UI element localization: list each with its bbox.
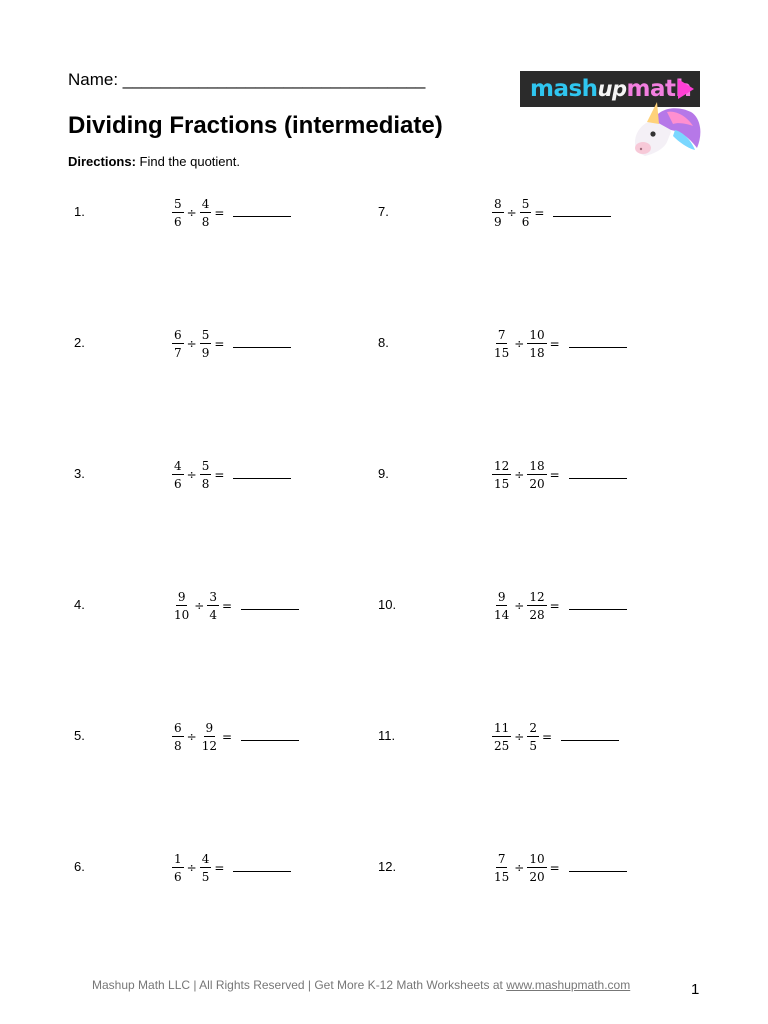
divide-sign: ÷	[186, 337, 197, 351]
numerator: 6	[174, 721, 182, 735]
divisor-fraction	[527, 853, 546, 883]
answer-blank[interactable]	[233, 871, 291, 872]
divide-sign: ÷	[194, 599, 205, 613]
fraction-expression	[172, 722, 299, 752]
numerator: 9	[497, 590, 506, 604]
denominator: 15	[494, 346, 510, 360]
numerator: 5	[201, 459, 210, 473]
numerator: 5	[521, 197, 530, 211]
numerator: 1	[174, 852, 182, 866]
dividend-fraction	[172, 722, 184, 752]
dividend-fraction	[492, 198, 504, 228]
problem-number: 2.	[74, 335, 85, 350]
divisor-fraction	[200, 329, 212, 359]
footer-link[interactable]: www.mashupmath.com	[506, 978, 631, 992]
denominator: 9	[494, 215, 502, 229]
divisor-fraction	[527, 591, 546, 621]
numerator: 11	[494, 721, 510, 735]
denominator: 10	[174, 608, 190, 622]
directions-text: Find the quotient.	[139, 154, 240, 169]
numerator: 2	[529, 721, 537, 735]
numerator: 9	[177, 590, 186, 604]
fraction-expression	[492, 198, 611, 228]
problem-item	[74, 329, 374, 369]
fraction-expression	[172, 460, 291, 490]
answer-blank[interactable]	[233, 347, 291, 348]
problem-number: 7.	[378, 204, 389, 219]
divide-sign: ÷	[186, 206, 197, 220]
footer	[92, 978, 630, 992]
problem-number: 4.	[74, 597, 85, 612]
equals-sign: =	[214, 337, 225, 351]
fraction-expression	[492, 853, 627, 883]
problem-item	[74, 460, 374, 500]
denominator: 6	[521, 215, 530, 229]
numerator: 4	[201, 197, 210, 211]
answer-blank[interactable]	[569, 478, 627, 479]
denominator: 5	[529, 739, 537, 753]
equals-sign: =	[534, 206, 545, 220]
problem-number: 3.	[74, 466, 85, 481]
equals-sign: =	[549, 599, 560, 613]
divide-sign: ÷	[514, 599, 525, 613]
answer-blank[interactable]	[569, 609, 627, 610]
fraction-expression	[172, 591, 299, 621]
answer-blank[interactable]	[233, 478, 291, 479]
fraction-expression	[492, 591, 627, 621]
divisor-fraction	[527, 722, 539, 752]
equals-sign: =	[221, 730, 233, 744]
problem-item	[74, 591, 374, 631]
equals-sign: =	[221, 599, 233, 613]
dividend-fraction	[492, 460, 511, 490]
dividend-fraction	[172, 198, 184, 228]
divide-sign: ÷	[514, 337, 525, 351]
problem-number: 8.	[378, 335, 389, 350]
logo-text-mash: mash	[530, 76, 598, 102]
fraction-expression	[172, 198, 291, 228]
problem-number: 11.	[378, 728, 396, 743]
fraction-expression	[172, 853, 291, 883]
denominator: 8	[174, 739, 182, 753]
numerator: 12	[529, 590, 545, 604]
divisor-fraction	[200, 853, 212, 883]
divide-sign: ÷	[514, 468, 525, 482]
divide-sign: ÷	[514, 730, 525, 744]
problem-item	[378, 853, 678, 893]
divide-sign: ÷	[514, 861, 525, 875]
equals-sign: =	[549, 337, 560, 351]
divisor-fraction	[200, 198, 212, 228]
dividend-fraction	[172, 591, 191, 621]
divide-sign: ÷	[186, 730, 197, 744]
divisor-fraction	[200, 722, 219, 752]
problem-number: 6.	[74, 859, 85, 874]
equals-sign: =	[214, 206, 225, 220]
divisor-fraction	[527, 329, 546, 359]
problem-number: 5.	[74, 728, 85, 743]
page-number: 1	[691, 981, 700, 998]
answer-blank[interactable]	[569, 347, 627, 348]
answer-blank[interactable]	[241, 609, 299, 610]
numerator: 8	[494, 197, 502, 211]
numerator: 5	[201, 328, 210, 342]
play-triangle-icon	[678, 79, 694, 99]
dividend-fraction	[492, 853, 511, 883]
numerator: 10	[529, 328, 545, 342]
denominator: 8	[201, 477, 210, 491]
logo-text-math: math	[626, 76, 692, 102]
numerator: 3	[209, 590, 217, 604]
dividend-fraction	[492, 329, 511, 359]
dividend-fraction	[172, 853, 184, 883]
dividend-fraction	[492, 591, 511, 621]
footer-text: Mashup Math LLC | All Rights Reserved | Get More K-12 Math Worksheets at	[92, 978, 507, 992]
divisor-fraction	[200, 460, 212, 490]
directions	[68, 154, 240, 169]
denominator: 4	[209, 608, 217, 622]
answer-blank[interactable]	[553, 216, 611, 217]
numerator: 6	[174, 328, 182, 342]
denominator: 6	[174, 477, 182, 491]
dividend-fraction	[492, 722, 511, 752]
problem-item	[74, 722, 374, 762]
denominator: 9	[201, 346, 210, 360]
fraction-expression	[492, 329, 627, 359]
page-title: Dividing Fractions (intermediate)	[68, 112, 443, 139]
numerator: 5	[174, 197, 182, 211]
numerator: 7	[497, 328, 506, 342]
numerator: 9	[205, 721, 214, 735]
numerator: 7	[497, 852, 506, 866]
unicorn-icon	[617, 102, 705, 162]
numerator: 12	[494, 459, 510, 473]
problem-item	[378, 722, 678, 762]
numerator: 4	[174, 459, 182, 473]
divide-sign: ÷	[506, 206, 517, 220]
fraction-expression	[492, 722, 619, 752]
logo-text-up: up	[597, 77, 627, 101]
denominator: 14	[494, 608, 510, 622]
denominator: 8	[201, 215, 210, 229]
problem-number: 12.	[378, 859, 397, 874]
divide-sign: ÷	[186, 468, 197, 482]
equals-sign: =	[214, 468, 225, 482]
problem-number: 9.	[378, 466, 389, 481]
denominator: 20	[529, 870, 545, 884]
name-field-label: Name: ________________________________	[68, 70, 426, 89]
answer-blank[interactable]	[233, 216, 291, 217]
problem-number: 10.	[378, 597, 397, 612]
denominator: 18	[529, 346, 545, 360]
denominator: 12	[201, 739, 217, 753]
numerator: 4	[201, 852, 210, 866]
denominator: 25	[494, 739, 510, 753]
equals-sign: =	[541, 730, 553, 744]
fraction-expression	[172, 329, 291, 359]
answer-blank[interactable]	[569, 871, 627, 872]
problem-item	[378, 198, 678, 238]
numerator: 18	[529, 459, 545, 473]
equals-sign: =	[549, 861, 560, 875]
denominator: 5	[201, 870, 210, 884]
denominator: 28	[529, 608, 545, 622]
answer-blank[interactable]	[561, 740, 619, 741]
directions-label: Directions:	[68, 154, 136, 169]
numerator: 10	[529, 852, 545, 866]
denominator: 6	[174, 215, 182, 229]
answer-blank[interactable]	[241, 740, 299, 741]
equals-sign: =	[549, 468, 560, 482]
divisor-fraction	[527, 460, 546, 490]
denominator: 15	[494, 870, 510, 884]
denominator: 15	[494, 477, 510, 491]
denominator: 20	[529, 477, 545, 491]
problem-item	[378, 329, 678, 369]
divide-sign: ÷	[186, 861, 197, 875]
equals-sign: =	[214, 861, 225, 875]
divisor-fraction	[207, 591, 219, 621]
fraction-expression	[492, 460, 627, 490]
dividend-fraction	[172, 329, 184, 359]
dividend-fraction	[172, 460, 184, 490]
problem-item	[378, 591, 678, 631]
problem-item	[74, 853, 374, 893]
problem-number: 1.	[74, 204, 85, 219]
denominator: 7	[174, 346, 182, 360]
problem-item	[378, 460, 678, 500]
divisor-fraction	[520, 198, 532, 228]
problem-item	[74, 198, 374, 238]
denominator: 6	[174, 870, 182, 884]
